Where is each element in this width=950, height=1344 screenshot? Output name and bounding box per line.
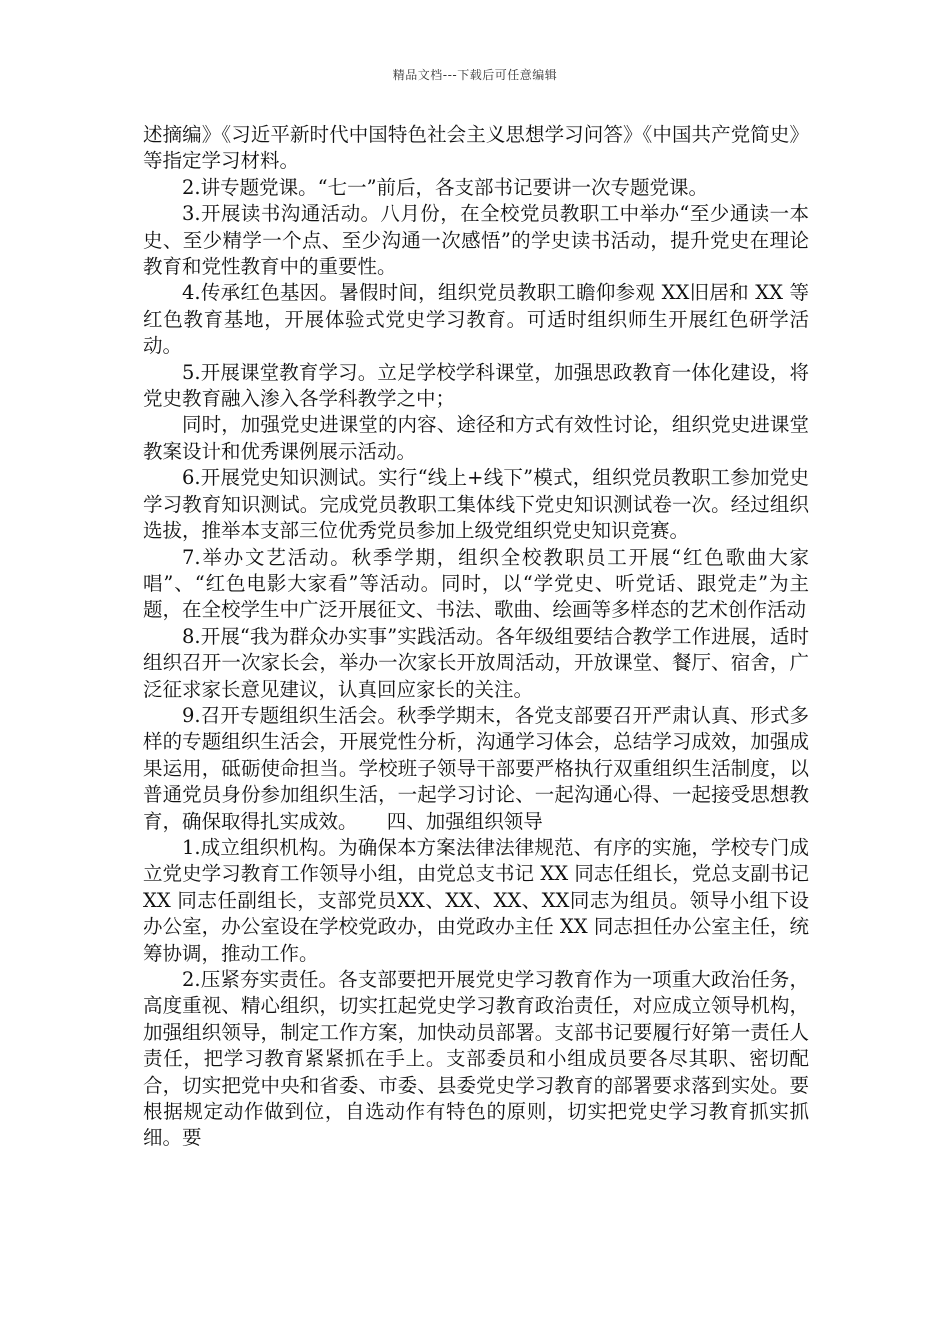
paragraph: 2.压紧夯实责任。各支部要把开展党史学习教育作为一项重大政治任务，高度重视、精心组织，切实扛起党史学习教育政治责任，对应成立领导机构，加强组织领导，制定工作方案，加快动员部署。支部书记要履行好第一责任人责任，把学习教育紧紧抓在手上。支部委员和小组成员要各尽其职、密切配合，切实把党中央和省委、市委、县委党史学习教育的部署要求落到实处。要根据规定动作做到位，自选动作有特色的原则，切实把党史学习教育抓实抓细。要 [143, 968, 809, 1150]
paragraph: 7.举办文艺活动。秋季学期，组织全校教职员工开展“红色歌曲大家唱”、“红色电影大家看”等活动。同时，以“学党史、听党话、跟党走”为主题，在全校学生中广泛开展征文、书法、歌曲、绘画等多样态的艺术创作活动 [143, 545, 809, 622]
paragraph: 4.传承红色基因。暑假时间，组织党员教职工瞻仰参观 XX旧居和 XX 等红色教育基地，开展体验式党史学习教育。可适时组织师生开展红色研学活动。 [143, 281, 809, 358]
paragraph: 述摘编》《习近平新时代中国特色社会主义思想学习问答》《中国共产党简史》等指定学习材料。 [143, 123, 809, 173]
paragraph: 5.开展课堂教育学习。立足学校学科课堂，加强思政教育一体化建设，将党史教育融入渗入各学科教学之中； [143, 360, 809, 411]
paragraph: 2.讲专题党课。“七一”前后，各支部书记要讲一次专题党课。 [182, 175, 709, 199]
page-header: 精品文档---下载后可任意编辑 [392, 68, 558, 82]
paragraph: 6.开展党史知识测试。实行“线上+线下”模式，组织党员教职工参加党史学习教育知识测试。完成党员教职工集体线下党史知识测试卷一次。经过组织选拔，推举本支部三位优秀党员参加上级党组织党史知识竞赛。 [143, 466, 809, 543]
document-body [143, 122, 809, 1152]
paragraph: 8.开展“我为群众办实事”实践活动。各年级组要结合教学工作进展，适时组织召开一次家长会，举办一次家长开放周活动，开放课堂、餐厅、宿舍，广泛征求家长意见建议，认真回应家长的关注。 [143, 624, 809, 701]
paragraph: 9.召开专题组织生活会。秋季学期末，各党支部要召开严肃认真、形式多样的专题组织生活会，开展党性分析，沟通学习体会，总结学习成效，加强成果运用，砥砺使命担当。学校班子领导干部要严格执行双重组织生活制度，以普通党员身份参加组织生活，一起学习讨论、一起沟通心得、一起接受思想教育，确保取得扎实成效。 四、加强组织领导 [143, 703, 809, 833]
paragraph: 1.成立组织机构。为确保本方案法律法律规范、有序的实施，学校专门成立党史学习教育工作领导小组，由党总支书记 XX 同志任组长，党总支副书记 XX 同志任副组长，支部党员XX、XX、XX、XX同志为组员。领导小组下设办公室，办公室设在学校党政办，由党政办主任 XX 同志担任办公室主任，统筹协调，推动工作。 [143, 835, 809, 965]
paragraph: 同时，加强党史进课堂的内容、途径和方式有效性讨论，组织党史进课堂教案设计和优秀课例展示活动。 [143, 413, 809, 463]
paragraph: 3.开展读书沟通活动。八月份，在全校党员教职工中举办“至少通读一本史、至少精学一个点、至少沟通一次感悟”的学史读书活动，提升党史在理论教育和党性教育中的重要性。 [143, 202, 809, 279]
